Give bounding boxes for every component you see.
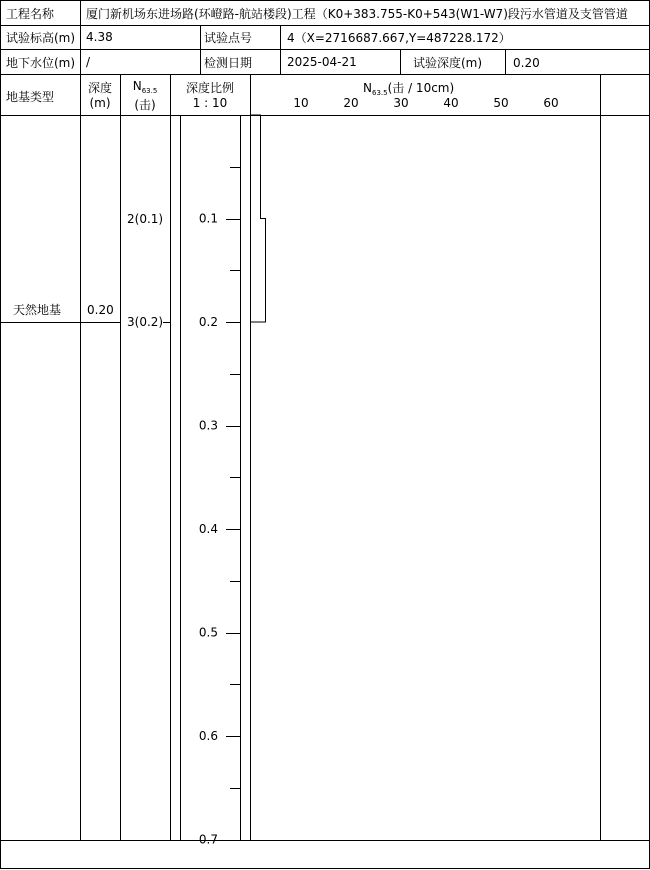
- penetration-step-line: [251, 115, 266, 322]
- depth-header-line1: 深度: [87, 81, 112, 95]
- date-label: 检测日期: [204, 56, 253, 70]
- n-header-unit: (击): [134, 98, 156, 112]
- depth-value: 0.20: [513, 56, 540, 70]
- blow-count-1: 2(0.1): [127, 212, 164, 226]
- x-tick-label: 10: [293, 96, 309, 110]
- water-label: 地下水位(m): [6, 56, 76, 70]
- x-tick-label: 60: [543, 96, 559, 110]
- n-header-symbol: N: [132, 79, 142, 93]
- point-label: 试验点号: [204, 31, 253, 45]
- plot-header-unit: (击 / 10cm): [387, 81, 455, 95]
- depth-header-line2: (m): [89, 96, 111, 110]
- elevation-label: 试验标高(m): [6, 31, 76, 45]
- plot-header-sub: 63.5: [371, 89, 388, 97]
- x-tick-label: 20: [343, 96, 359, 110]
- y-tick-label: 0.6: [198, 729, 218, 743]
- project-value: 厦门新机场东进场路(环嶝路-航站楼段)工程（K0+383.755-K0+543(W1-W7)段污水管道及支管管道: [86, 7, 628, 21]
- y-tick-label: 0.3: [198, 418, 218, 433]
- date-value: 2025-04-21: [287, 55, 357, 69]
- scale-header-line2: 1 : 10: [192, 96, 228, 110]
- y-tick-label: 0.4: [198, 522, 218, 536]
- y-tick-label: 0.1: [198, 211, 218, 226]
- depth-label: 试验深度(m): [413, 56, 483, 70]
- foundation-type-value: 天然地基: [13, 303, 62, 317]
- layer-depth-value: 0.20: [87, 303, 114, 317]
- water-value: /: [86, 55, 91, 69]
- project-label: 工程名称: [6, 7, 55, 21]
- plot-header-symbol: N: [363, 81, 372, 95]
- x-tick-label: 30: [393, 96, 409, 110]
- y-tick-label: 0.7: [198, 832, 218, 847]
- n-header-sub: 63.5: [141, 87, 158, 95]
- scale-header-line1: 深度比例: [185, 81, 234, 95]
- blow-count-2: 3(0.2): [127, 315, 164, 329]
- x-tick-label: 50: [493, 96, 509, 110]
- elevation-value: 4.38: [86, 30, 113, 44]
- x-tick-label: 40: [443, 96, 459, 110]
- point-value: 4（X=2716687.667,Y=487228.172）: [287, 31, 511, 45]
- foundation-type-header: 地基类型: [6, 90, 55, 104]
- y-tick-label: 0.2: [198, 315, 218, 329]
- y-tick-label: 0.5: [198, 625, 218, 640]
